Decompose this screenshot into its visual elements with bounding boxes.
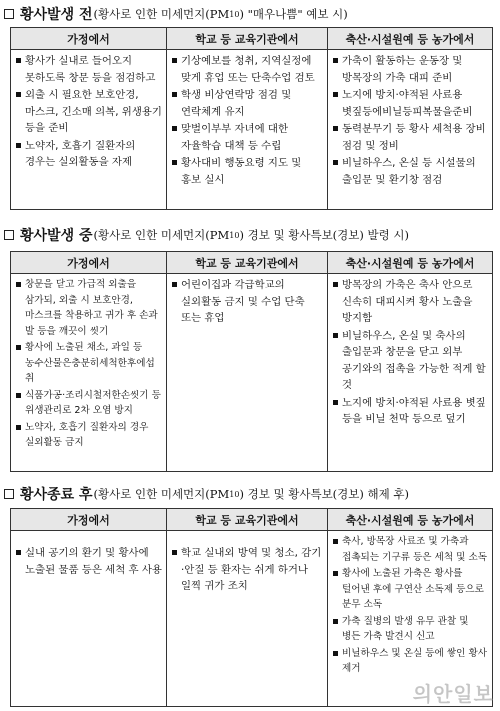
guideline-item: 비닐하우스 및 온실 등에 쌓인 황사 제거 [332, 646, 489, 677]
header-farm: 축산·시설원예 등 농가에서 [328, 252, 493, 274]
guideline-table [10, 251, 493, 472]
header-farm: 축산·시설원예 등 농가에서 [328, 509, 493, 531]
header-school: 학교 등 교육기관에서 [167, 28, 328, 50]
section-title-end: ) 경보 및 황사특보(경보) 해제 후) [239, 487, 409, 501]
guideline-item: 가축 질병의 발생 유무 관찰 및 병든 가축 발견시 신고 [332, 614, 489, 645]
guideline-item: 학교 실내외 방역 및 청소, 감기·안질 등 환자는 쉬게 하거나 일찍 귀가 조치 [171, 545, 324, 595]
checkbox-icon [4, 489, 14, 499]
cell-school [167, 274, 328, 472]
guideline-item: 학생 비상연락망 점검 및 연락체계 유지 [171, 87, 324, 120]
cell-farm [328, 274, 493, 472]
header-school: 학교 등 교육기관에서 [167, 252, 328, 274]
guideline-table [10, 27, 493, 210]
guideline-item: 황사가 실내로 들어오지 못하도록 창문 등을 점검하고 [15, 53, 163, 86]
section-title-strong: 황사발생 중 [20, 228, 93, 244]
section-title-condition: (황사로 인한 미세먼지(PM [93, 228, 230, 242]
pm-subscript: 10 [229, 489, 240, 499]
guideline-item: 외출 시 필요한 보호안경, 마스크, 긴소매 의복, 위생용기 등을 준비 [15, 87, 163, 137]
section-title [4, 4, 348, 24]
guideline-item: 실내 공기의 환기 및 황사에 노출된 물품 등은 세척 후 사용 [15, 545, 163, 578]
header-home: 가정에서 [11, 252, 167, 274]
guideline-item: 노지에 방치·야적된 사료용 볏짚 등을 비닐 천막 등으로 덮기 [332, 395, 489, 428]
checkbox-icon [4, 230, 14, 240]
guideline-item: 맞벌이부부 자녀에 대한 자율학습 대책 등 수립 [171, 121, 324, 154]
section-title-strong: 황사발생 전 [20, 7, 93, 23]
guideline-item: 노지에 방치·야적된 사료용 볏짚등에비닐등피복물을준비 [332, 87, 489, 120]
guideline-item: 황사에 노출된 가축은 황사를 털어낸 후에 구연산 소독제 등으로 분무 소독 [332, 566, 489, 613]
checkbox-icon [4, 9, 14, 19]
guideline-item: 어린이집과 각급학교의 실외활동 금지 및 수업 단축 또는 휴업 [171, 277, 324, 327]
guideline-item: 가축이 활동하는 운동장 및 방목장의 가축 대피 준비 [332, 53, 489, 86]
guideline-item: 방목장의 가축은 축사 안으로 신속히 대피시켜 황사 노출을 방지함 [332, 277, 489, 327]
watermark-logo: 의안일보 [412, 682, 494, 706]
header-home: 가정에서 [11, 509, 167, 531]
guideline-item: 비닐하우스, 온실 및 축사의 출입문과 창문을 닫고 외부 공기와의 접촉을 가능한 적게 할 것 [332, 328, 489, 394]
guideline-item: 노약자, 호흡기 질환자의 경우 실외활동 금지 [15, 420, 163, 451]
guideline-item: 창문을 닫고 가급적 외출을 삼가되, 외출 시 보호안경, 마스크를 착용하고 귀가 후 손과 발 등을 깨끗이 씻기 [15, 277, 163, 339]
guideline-item: 비닐하우스, 온실 등 시설물의 출입문 및 환기창 점검 [332, 155, 489, 188]
guideline-item: 동력분무기 등 황사 세척용 장비 점검 및 정비 [332, 121, 489, 154]
section-title-condition: (황사로 인한 미세먼지(PM [93, 7, 230, 21]
header-school: 학교 등 교육기관에서 [167, 509, 328, 531]
cell-farm [328, 50, 493, 210]
guideline-item: 노약자, 호흡기 질환자의 경우는 실외활동을 자제 [15, 138, 163, 171]
cell-school [167, 50, 328, 210]
pm-subscript: 10 [229, 9, 240, 19]
guideline-item: 식품가공·조리시철저한손씻기 등 위생관리로 2차 오염 방지 [15, 388, 163, 419]
section-title [4, 225, 409, 245]
cell-home [11, 274, 167, 472]
cell-home [11, 50, 167, 210]
header-home: 가정에서 [11, 28, 167, 50]
guideline-item: 축사, 방목장 사료조 및 가축과 접촉되는 기구류 등은 세척 및 소독 [332, 534, 489, 565]
section-title-end: ) 경보 및 황사특보(경보) 발령 시) [239, 228, 409, 242]
section-title-condition: (황사로 인한 미세먼지(PM [93, 487, 230, 501]
cell-home [11, 531, 167, 707]
pm-subscript: 10 [229, 230, 240, 240]
guideline-item: 황사에 노출된 채소, 과일 등 농수산물은충분히세척한후에섭취 [15, 340, 163, 387]
section-title-strong: 황사종료 후 [20, 487, 93, 503]
guideline-item: 황사대비 행동요령 지도 및 홍보 실시 [171, 155, 324, 188]
header-farm: 축산·시설원예 등 농가에서 [328, 28, 493, 50]
cell-school [167, 531, 328, 707]
section-title-end: ) "매우나쁨" 예보 시) [239, 7, 348, 21]
guideline-item: 기상예보를 청취, 지역실정에 맞게 휴업 또는 단축수업 검토 [171, 53, 324, 86]
section-title [4, 484, 409, 504]
